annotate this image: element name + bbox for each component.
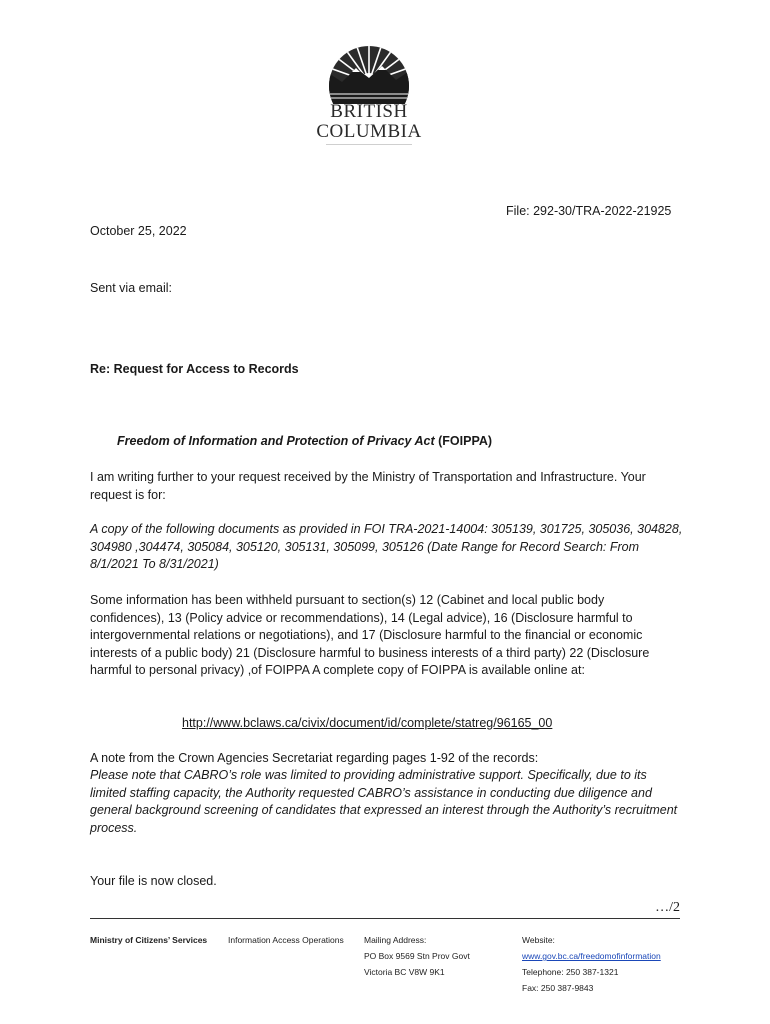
subject-line: Re: Request for Access to Records <box>90 362 299 376</box>
letter-date: October 25, 2022 <box>90 224 187 238</box>
file-reference: File: 292-30/TRA-2022-21925 <box>506 204 672 218</box>
footer-mailing-line2: Victoria BC V8W 9K1 <box>364 967 445 977</box>
footer-mailing-label: Mailing Address: <box>364 935 427 945</box>
footer-website-label: Website: <box>522 935 555 945</box>
act-heading <box>117 433 492 451</box>
footer-website-link[interactable]: www.gov.bc.ca/freedomofinformation <box>522 951 661 961</box>
logo-wordmark-line1: BRITISH <box>330 101 408 122</box>
intro-paragraph: I am writing further to your request received by the Ministry of Transportation and Infrastructure. Your request is for: <box>90 470 646 502</box>
footer-divider <box>90 918 680 919</box>
foippa-link-line <box>182 715 552 733</box>
foippa-link[interactable]: http://www.bclaws.ca/civix/document/id/complete/statreg/96165_00 <box>182 716 553 730</box>
footer-ministry: Ministry of Citizens’ Services <box>90 935 208 945</box>
act-name: Freedom of Information and Protection of Privacy Act <box>117 434 435 448</box>
bc-sun-mountain-emblem-icon <box>312 44 426 104</box>
footer-telephone: Telephone: 250 387-1321 <box>522 967 619 977</box>
note-paragraph: Please note that CABRO’s role was limited to providing administrative support. Specifically, due to its limited staffing capacity, the Authority requested CABRO’s assistance in conducting due diligence and general background screening of candidates that expressed an interest through the Authority’s recruitment process. <box>90 768 678 835</box>
footer-fax: Fax: 250 387-9843 <box>522 983 594 993</box>
page-continuation-marker: …/2 <box>655 900 680 915</box>
logo-underline <box>326 144 412 145</box>
request-description: A copy of the following documents as provided in FOI TRA-2021-14004: 305139, 301725, 305036, 304828, 304980 ,304474, 305084, 305120, 305131, 305099, 305126 (Date Range for Record Search: From 8/1/2021 To 8/31/2021) <box>90 522 683 571</box>
bc-government-logo <box>312 44 426 148</box>
act-abbreviation: (FOIPPA) <box>434 434 493 448</box>
closing-line: Your file is now closed. <box>90 874 217 888</box>
sent-via-line: Sent via email: <box>90 281 172 295</box>
logo-wordmark-line2: COLUMBIA <box>316 121 422 142</box>
note-heading: A note from the Crown Agencies Secretariat regarding pages 1-92 of the records: <box>90 751 539 765</box>
footer-branch: Information Access Operations <box>228 935 344 945</box>
footer-mailing-line1: PO Box 9569 Stn Prov Govt <box>364 951 470 961</box>
withheld-paragraph: Some information has been withheld pursuant to section(s) 12 (Cabinet and local public body confidences), 13 (Policy advice or recommendations), 14 (Legal advice), 16 (Disclosure harmful to intergovernmental relations or negotiations), and 17 (Disclosure harmful to the financial or economic interests of a public body) 21 (Disclosure harmful to business interests of a third party) 22 (Disclosure harmful to personal privacy) ,of FOIPPA A complete copy of FOIPPA is available online at: <box>90 593 650 677</box>
footer-website-line <box>522 949 661 963</box>
